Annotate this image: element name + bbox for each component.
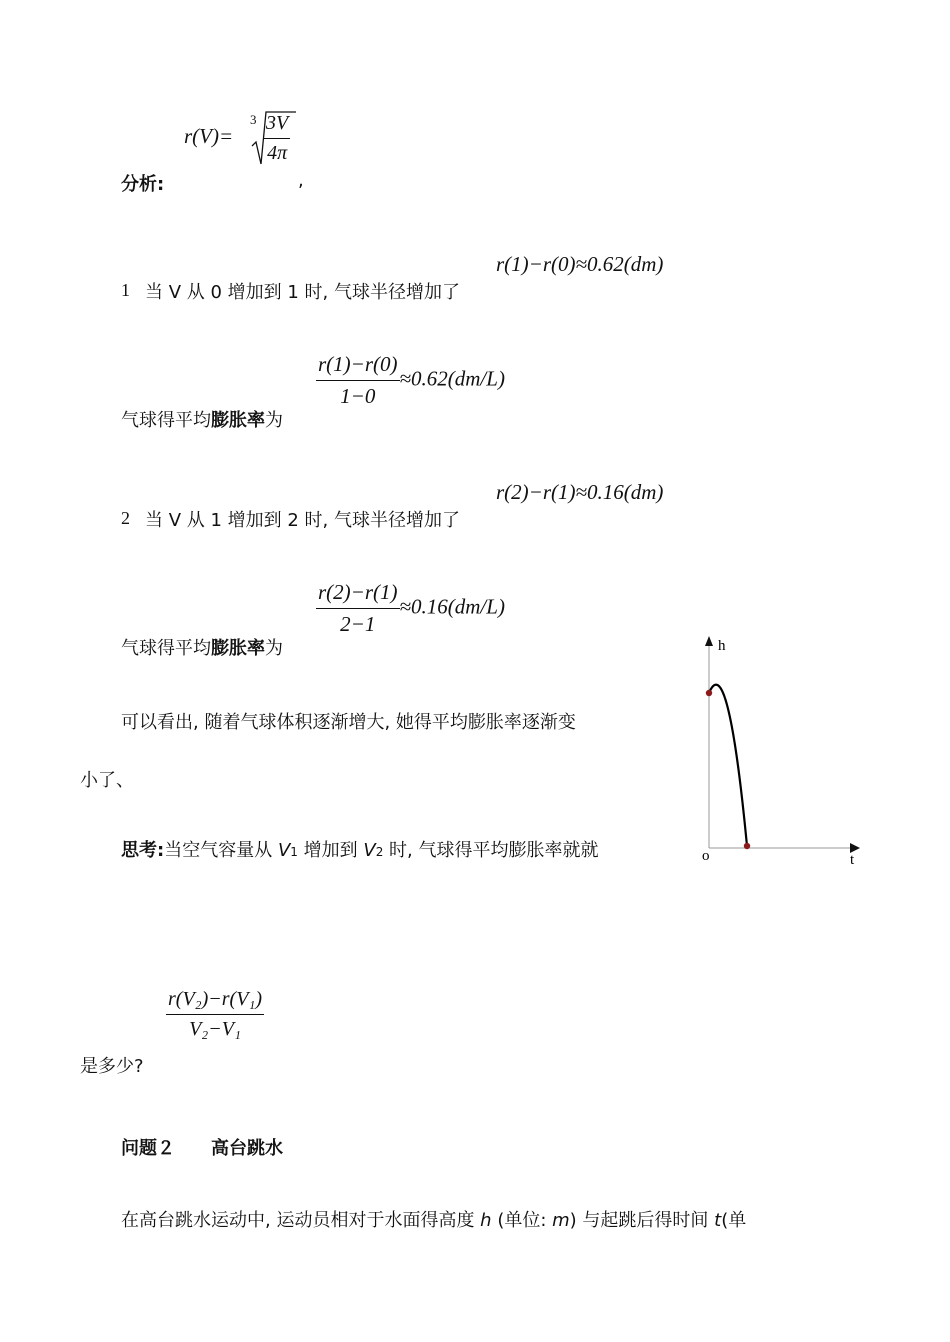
step1-formula: r(1)−r(0)≈0.62(dm) [496, 252, 664, 276]
think-text-c: 时, 气球得平均膨胀率就就 [383, 840, 599, 861]
think-v2: V [363, 840, 376, 861]
step1-avg-post: 为 [265, 410, 283, 431]
analysis-label: 分析: [121, 174, 165, 195]
formula-rv-fraction [264, 112, 290, 165]
formula-rv-num: 3V [264, 112, 290, 139]
step2-frac-rhs: ≈0.16(dm/L) [399, 594, 505, 619]
root-index: 3 [250, 112, 257, 127]
end-point [744, 843, 750, 849]
step2-frac-num: r(2)−r(1) [316, 580, 400, 609]
step1-fraction-formula [316, 352, 505, 409]
think-frac-den: V₂−V₁ [189, 1018, 241, 1040]
analysis-comma: , [298, 170, 304, 191]
think-frac-num: r(V₂)−r(V₁) [166, 988, 264, 1015]
problem2-unit-a: (单位: [491, 1210, 553, 1231]
think-v1-sub: 1 [290, 845, 298, 859]
problem2-title-a: 问题２ [121, 1138, 175, 1159]
origin-label: o [702, 848, 710, 864]
height-curve [709, 685, 747, 846]
step1-frac-den: 1−0 [340, 384, 376, 408]
step2-frac-den: 2−1 [340, 612, 376, 636]
step2-formula: r(2)−r(1)≈0.16(dm) [496, 480, 664, 504]
problem2-m: m [552, 1210, 570, 1231]
conclusion-line2: 小了、 [80, 770, 134, 791]
problem2-unit-b: ) 与起跳后得时间 [569, 1210, 715, 1231]
step2-avg-label [121, 634, 283, 660]
x-axis-label: t [850, 852, 855, 868]
think-label: 思考: [121, 840, 165, 861]
think-line [121, 836, 599, 862]
conclusion-line1: 可以看出, 随着气球体积逐渐增大, 她得平均膨胀率逐渐变 [121, 712, 576, 733]
problem2-title [121, 1134, 283, 1160]
y-axis-label: h [718, 638, 726, 654]
step2-number: 2 [121, 508, 130, 528]
start-point [706, 690, 712, 696]
think-fraction [166, 988, 264, 1041]
step1-text: 当 V 从 0 增加到 1 时, 气球半径增加了 [145, 282, 460, 303]
problem2-tail: (单 [721, 1210, 747, 1231]
think-v2-sub: 2 [375, 845, 384, 859]
step2-text: 当 V 从 1 增加到 2 时, 气球半径增加了 [145, 510, 460, 531]
step1-avg-label [121, 406, 283, 432]
problem2-body-text: 在高台跳水运动中, 运动员相对于水面得高度 [121, 1210, 481, 1231]
formula-rv-den: 4π [267, 142, 288, 164]
step1-number: 1 [121, 280, 130, 300]
step2-avg-post: 为 [265, 638, 283, 659]
think-v1: V [277, 840, 291, 861]
step2-fraction-formula [316, 580, 505, 637]
think-text-b: 增加到 [297, 840, 364, 861]
step1-frac-num: r(1)−r(0) [316, 352, 400, 381]
problem2-title-b: 高台跳水 [211, 1138, 283, 1159]
formula-rv-lhs: r(V)= [184, 124, 234, 148]
think-text-a: 当空气容量从 [164, 840, 278, 861]
y-axis-arrow [705, 636, 713, 646]
height-time-graph [688, 632, 878, 872]
step2-avg-pre: 气球得平均 [121, 638, 211, 659]
problem2-t: t [714, 1210, 722, 1231]
problem2-body [121, 1206, 746, 1232]
step2-avg-bold: 膨胀率 [211, 638, 265, 659]
step1-avg-bold: 膨胀率 [211, 410, 265, 431]
step1-avg-pre: 气球得平均 [121, 410, 211, 431]
step1-frac-rhs: ≈0.62(dm/L) [399, 366, 505, 391]
think-tail: 是多少? [80, 1056, 144, 1077]
problem2-h: h [480, 1210, 492, 1231]
